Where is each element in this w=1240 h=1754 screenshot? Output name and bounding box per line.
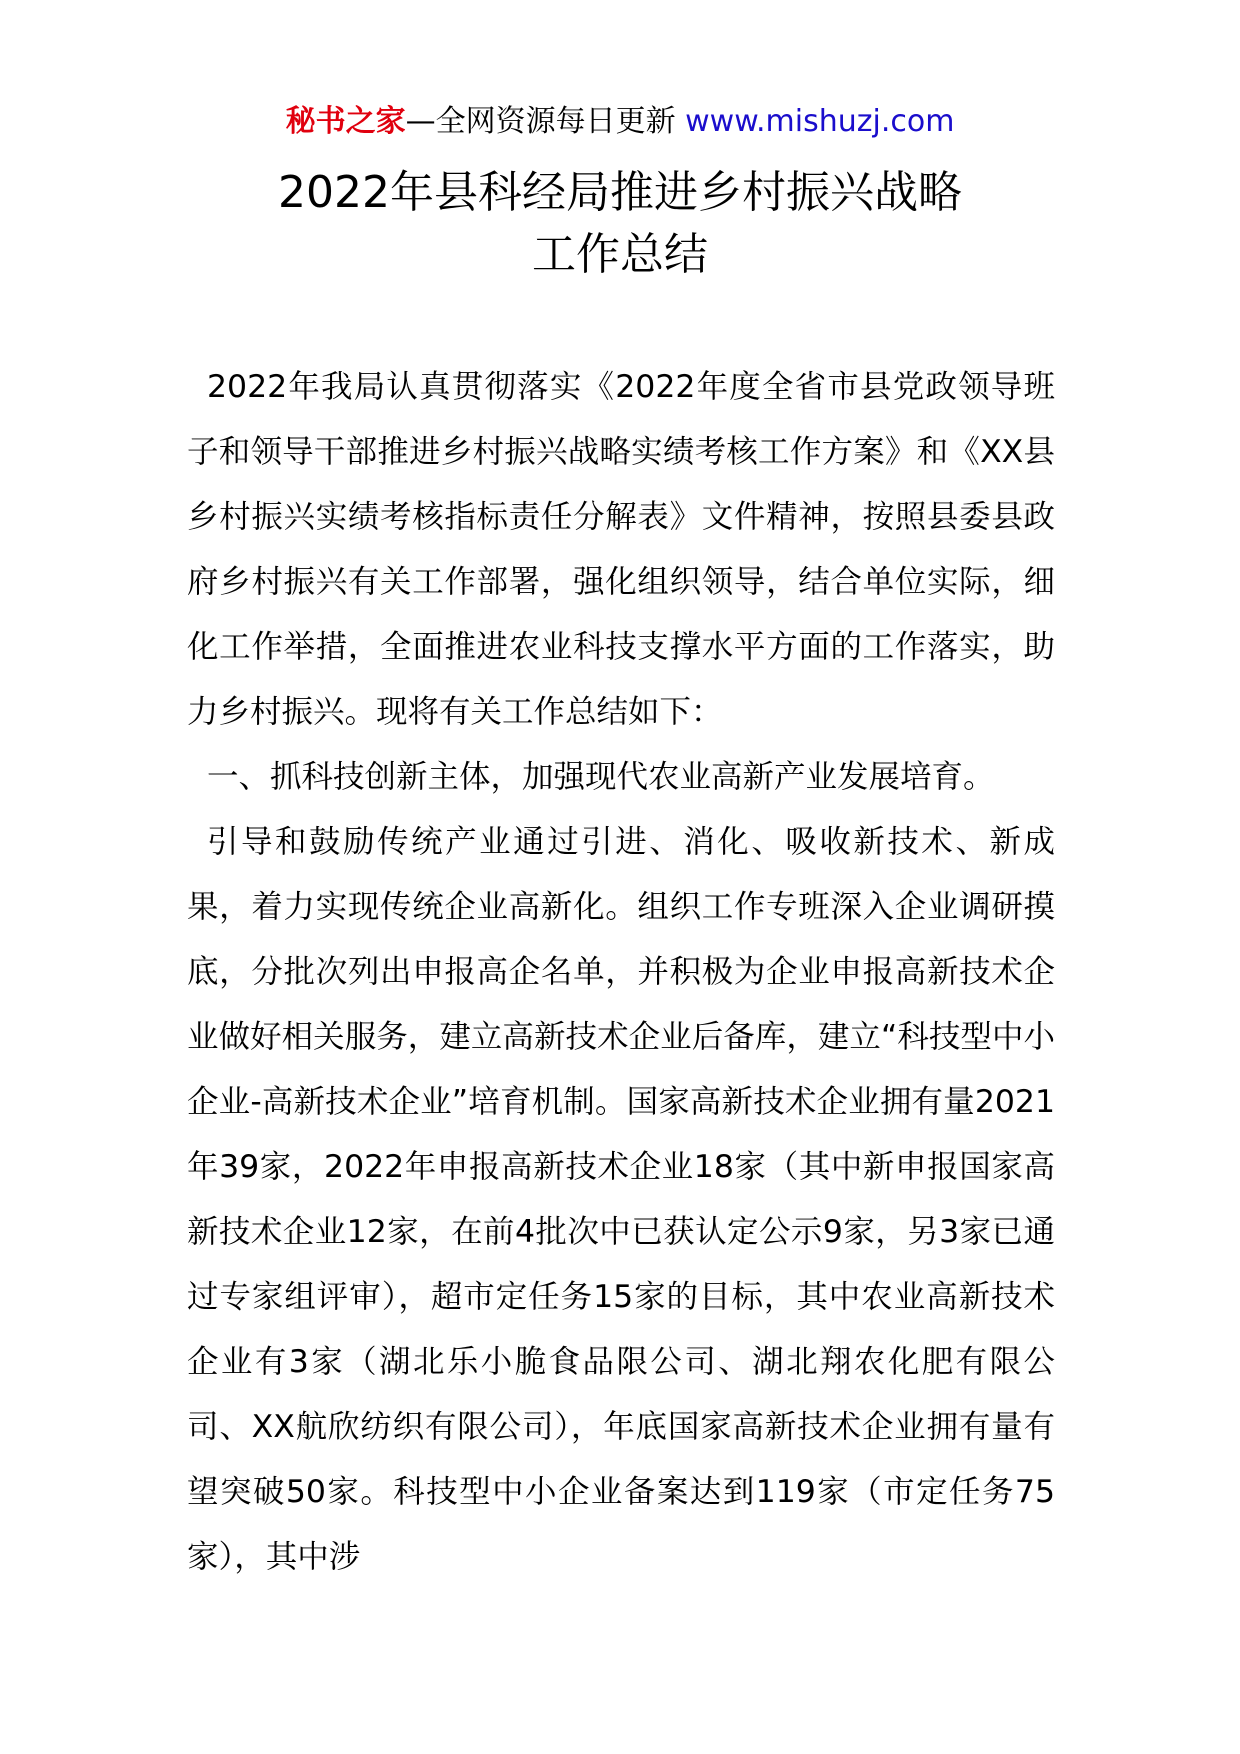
section-heading-1: 一、抓科技创新主体，加强现代农业高新产业发展培育。: [207, 759, 995, 795]
site-header: [0, 100, 1240, 144]
site-url-link[interactable]: www.mishuzj.com: [685, 104, 955, 139]
section-1-paragraph: 引导和鼓励传统产业通过引进、消化、吸收新技术、新成果，着力实现传统企业高新化。组织工作专班深入企业调研摸底，分批次列出申报高企名单，并积极为企业申报高新技术企业做好相关服务，建立高新技术企业后备库，建立“科技型中小企业-高新技术企业”培育机制。国家高新技术企业拥有量2021年39家，2022年申报高新技术企业18家（其中新申报国家高新技术企业12家，在前4批次中已获认定公示9家，另3家已通过专家组评审），超市定任务15家的目标，其中农业高新技术企业有3家（湖北乐小脆食品限公司、湖北翔农化肥有限公司、XX航欣纺织有限公司），年底国家高新技术企业拥有量有望突破50家。科技型中小企业备案达到119家（市定任务75家），其中涉: [187, 824, 1055, 1575]
brand-name: 秘书之家: [285, 104, 406, 139]
header-tagline: —全网资源每日更新: [405, 104, 686, 139]
document-title: [0, 162, 1240, 286]
intro-paragraph: 2022年我局认真贯彻落实《2022年度全省市县党政领导班子和领导干部推进乡村振兴战略实绩考核工作方案》和《XX县乡村振兴实绩考核指标责任分解表》文件精神，按照县委县政府乡村振兴有关工作部署，强化组织领导，结合单位实际，细化工作举措，全面推进农业科技支撑水平方面的工作落实，助力乡村振兴。现将有关工作总结如下：: [187, 369, 1055, 730]
document-body: [187, 355, 1055, 1590]
title-line-1: 2022年县科经局推进乡村振兴战略: [278, 167, 962, 218]
title-line-2: 工作总结: [532, 229, 708, 280]
